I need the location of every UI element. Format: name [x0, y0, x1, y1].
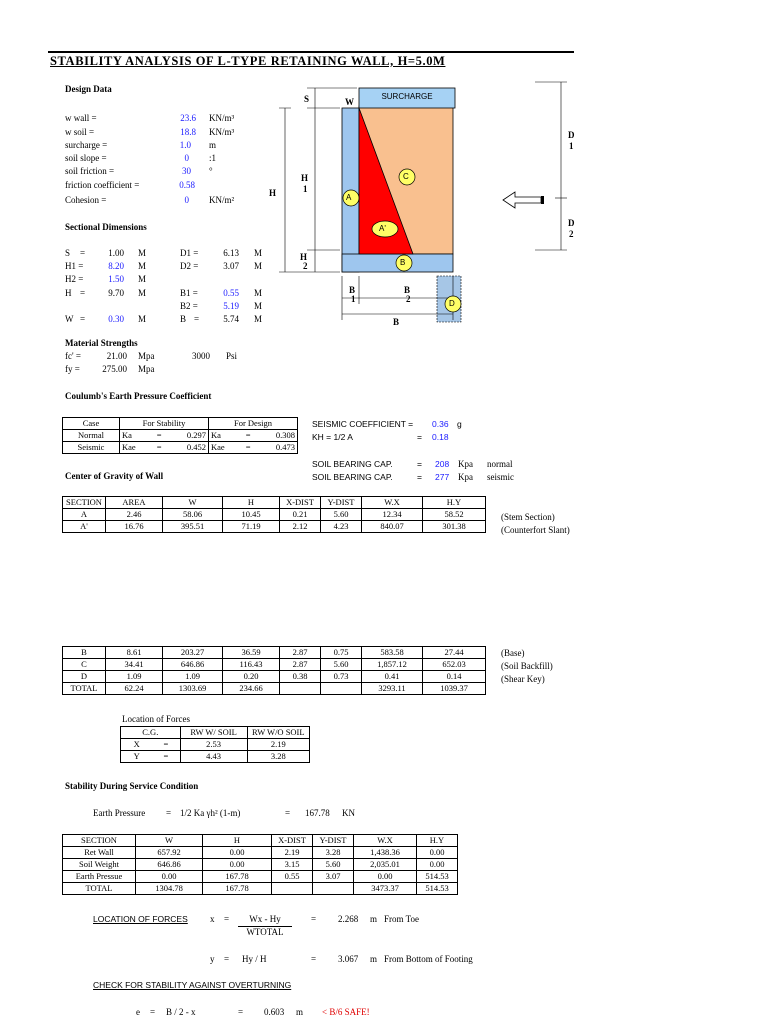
table-row [63, 871, 458, 883]
diagram-label-b1: B [349, 285, 356, 295]
cell: 3.07 [313, 871, 354, 883]
dim-unit: M [138, 248, 147, 258]
dim-label: W [65, 314, 74, 324]
cell: 4.23 [321, 521, 362, 533]
cell: = [152, 751, 180, 763]
diagram-label-h: H [269, 188, 277, 198]
fy-value: 275.00 [102, 364, 127, 374]
dim-unit: M [254, 288, 263, 298]
cell: 167.78 [203, 871, 272, 883]
surcharge-label: SURCHARGE [381, 92, 433, 101]
cell: 0.73 [321, 671, 362, 683]
forces-x-note: From Toe [384, 914, 419, 924]
cell: 2.87 [280, 647, 321, 659]
header-cell: C.G. [121, 727, 181, 739]
cell: = [240, 442, 255, 454]
cell: 3.28 [313, 847, 354, 859]
fy-label: fy = [65, 364, 80, 374]
cell: 16.76 [106, 521, 163, 533]
fc-value: 21.00 [106, 351, 127, 361]
cell: 0.00 [354, 871, 417, 883]
overturning-eq: = [150, 1007, 156, 1017]
dim-value: 1.00 [108, 248, 124, 258]
forces-denominator: WTOTAL [246, 927, 284, 937]
design-value: 0 [184, 195, 189, 205]
cell: 4.43 [180, 751, 247, 763]
table-total-row [63, 683, 486, 695]
cell: 167.78 [203, 883, 272, 895]
cell: 657.92 [136, 847, 203, 859]
circle-label-b: B [400, 258, 406, 267]
row-note: (Base) [501, 648, 525, 658]
cell: 395.51 [163, 521, 223, 533]
bearing-normal-eq: = [417, 459, 422, 469]
diagram-label-d1: D [568, 130, 575, 140]
table-header-row [121, 727, 310, 739]
overturning-unit: m [296, 1007, 304, 1017]
cell: 0.308 [256, 430, 298, 442]
cell: B [63, 647, 106, 659]
overturning-value: 0.603 [264, 1007, 285, 1017]
cell: 58.06 [163, 509, 223, 521]
design-value: 0 [184, 153, 189, 163]
forces-y-formula: Hy / H [242, 954, 267, 964]
bearing-seismic-label: SOIL BEARING CAP. [312, 472, 393, 482]
forces-y-note: From Bottom of Footing [384, 954, 473, 964]
ep-label: Earth Pressure [93, 808, 146, 818]
circle-label-aprime: A' [379, 224, 386, 233]
earth-pressure-arrow [503, 192, 541, 208]
table-row [63, 509, 486, 521]
dim-unit: M [254, 261, 263, 271]
bearing-seismic-value: 277 [435, 472, 450, 482]
forces-x-value: 2.268 [338, 914, 359, 924]
cell: 2,035.01 [354, 859, 417, 871]
dim-value: 1.50 [108, 274, 124, 284]
table-header-row [63, 418, 298, 430]
cell: 5.60 [313, 859, 354, 871]
cell: Seismic [63, 442, 120, 454]
cell: 2.53 [180, 739, 247, 751]
cell: = [151, 430, 166, 442]
dim-value: 0.30 [108, 314, 124, 324]
cell: 71.19 [223, 521, 280, 533]
cell: 0.297 [167, 430, 209, 442]
diagram-label-s: S [304, 94, 310, 104]
header-cell: H.Y [417, 835, 458, 847]
cell: Earth Pressue [63, 871, 136, 883]
seismic-coef-label: SEISMIC COEFFICIENT = [312, 419, 414, 429]
psi-unit: Psi [226, 351, 238, 361]
forces-numerator: Wx - Hy [249, 914, 281, 924]
design-value: 0.58 [179, 180, 195, 190]
forces-x: x [210, 914, 215, 924]
cell: Ka [120, 430, 152, 442]
cell: 0.00 [136, 871, 203, 883]
diagram-label-h2-sub: 2 [303, 261, 308, 271]
header-cell: AREA [106, 497, 163, 509]
cell: 34.41 [106, 659, 163, 671]
design-label: soil slope = [65, 153, 107, 163]
header-cell: H [223, 497, 280, 509]
overturning-result: < B/6 SAFE! [322, 1007, 370, 1017]
design-label: soil friction = [65, 166, 115, 176]
design-unit: ° [209, 166, 213, 176]
fc-unit: Mpa [138, 351, 155, 361]
bearing-normal-note: normal [487, 459, 513, 469]
row-note: (Soil Backfill) [501, 661, 553, 671]
cell: TOTAL [63, 883, 136, 895]
design-unit: m [209, 140, 217, 150]
cell: 1,857.12 [362, 659, 423, 671]
dim-value: 5.74 [223, 314, 239, 324]
dim-unit: M [138, 288, 147, 298]
diagram-label-d2-sub: 2 [569, 229, 574, 239]
fc-label: fc' = [65, 351, 81, 361]
cell: 1304.78 [136, 883, 203, 895]
seismic-coef-unit: g [457, 419, 462, 429]
forces-heading: LOCATION OF FORCES [93, 914, 188, 924]
cell: A' [63, 521, 106, 533]
diagram-label-h2: H [300, 252, 308, 262]
cell: 3473.37 [354, 883, 417, 895]
table-row [63, 847, 458, 859]
cell: 8.61 [106, 647, 163, 659]
cell: 514.53 [417, 871, 458, 883]
diagram-label-d1-sub: 1 [569, 141, 574, 151]
cell: Ret Wall [63, 847, 136, 859]
dim-value: 5.19 [223, 301, 239, 311]
design-unit: KN/m³ [209, 113, 235, 123]
cell: 203.27 [163, 647, 223, 659]
cell: 0.38 [280, 671, 321, 683]
table-row [63, 659, 486, 671]
cell: C [63, 659, 106, 671]
kh-eq: = [417, 432, 422, 442]
ep-eq2: = [285, 808, 291, 818]
cell: 1,438.36 [354, 847, 417, 859]
bearing-normal-unit: Kpa [458, 459, 473, 469]
dim-value: 3.07 [223, 261, 239, 271]
dim-value: 6.13 [223, 248, 239, 258]
dim-eq: = [80, 314, 86, 324]
service-heading: Stability During Service Condition [65, 781, 199, 791]
bearing-seismic-unit: Kpa [458, 472, 473, 482]
circle-label-c: C [403, 172, 409, 181]
diagram-label-b2: B [404, 285, 411, 295]
kh-value: 0.18 [432, 432, 449, 442]
cell: 12.34 [362, 509, 423, 521]
cell: 2.87 [280, 659, 321, 671]
cell: 3.28 [247, 751, 309, 763]
cell: Soil Weight [63, 859, 136, 871]
header-cell: W.X [362, 497, 423, 509]
design-label: friction coefficient = [65, 180, 140, 190]
design-label: w soil = [65, 127, 95, 137]
kh-label: KH = 1/2 A [312, 432, 353, 442]
circle-label-d: D [449, 299, 455, 308]
overturning-e: e [136, 1007, 140, 1017]
forces-y: y [210, 954, 215, 964]
diagram-label-b2-sub: 2 [406, 294, 411, 304]
cell: 0.14 [423, 671, 486, 683]
cell: 2.46 [106, 509, 163, 521]
table-row [121, 739, 310, 751]
diagram-label-h1: H [301, 173, 309, 183]
forces-x-unit: m [370, 914, 378, 924]
header-cell: Y-DIST [321, 497, 362, 509]
cell: = [240, 430, 255, 442]
cell: 5.60 [321, 509, 362, 521]
diagram-label-h1-sub: 1 [303, 184, 308, 194]
design-label: Cohesion = [65, 195, 107, 205]
cell: 583.58 [362, 647, 423, 659]
cell: Ka [208, 430, 240, 442]
cell: 58.52 [423, 509, 486, 521]
diagram-label-b1-sub: 1 [351, 294, 356, 304]
overturning-heading: CHECK FOR STABILITY AGAINST OVERTURNING [93, 980, 292, 990]
cell: 27.44 [423, 647, 486, 659]
dim-label: D2 = [180, 261, 199, 271]
forces-y-unit: m [370, 954, 378, 964]
cell: 1039.37 [423, 683, 486, 695]
diagram-label-d2: D [568, 218, 575, 228]
header-cell: H [203, 835, 272, 847]
header-cell: SECTION [63, 835, 136, 847]
cell: 1.09 [106, 671, 163, 683]
cell: A [63, 509, 106, 521]
ep-value: 167.78 [305, 808, 330, 818]
cell: 2.19 [247, 739, 309, 751]
table-total-row [63, 883, 458, 895]
circle-label-a: A [346, 193, 352, 202]
design-value: 30 [182, 166, 191, 176]
dim-value: 9.70 [108, 288, 124, 298]
coulomb-table [62, 417, 298, 454]
header-cell: X-DIST [280, 497, 321, 509]
overturning-eq2: = [238, 1007, 244, 1017]
dim-eq: = [80, 288, 86, 298]
cell: 0.473 [256, 442, 298, 454]
dim-label: H [65, 288, 72, 298]
dim-label: B1 = [180, 288, 198, 298]
forces-eq: = [224, 914, 230, 924]
design-value: 18.8 [180, 127, 196, 137]
forces-y-eq: = [224, 954, 230, 964]
design-unit: KN/m³ [209, 127, 235, 137]
location-table [120, 726, 310, 763]
header-cell: W [136, 835, 203, 847]
dim-unit: M [254, 314, 263, 324]
header-cell: SECTION [63, 497, 106, 509]
cell: 0.00 [417, 859, 458, 871]
table-header-row [63, 835, 458, 847]
seismic-coef-value: 0.36 [432, 419, 449, 429]
ep-unit: KN [342, 808, 355, 818]
row-note: (Counterfort Slant) [501, 525, 570, 535]
cell: 1.09 [163, 671, 223, 683]
dim-label: B2 = [180, 301, 198, 311]
dim-unit: M [254, 248, 263, 258]
forces-y-eq2: = [311, 954, 317, 964]
cell: Kae [208, 442, 240, 454]
cell: D [63, 671, 106, 683]
dim-label: D1 = [180, 248, 199, 258]
dim-unit: M [138, 261, 147, 271]
cell: 0.75 [321, 647, 362, 659]
table-row [63, 859, 458, 871]
header-cell: For Design [208, 418, 297, 430]
header-cell: H.Y [423, 497, 486, 509]
header-cell: Y-DIST [313, 835, 354, 847]
cell: 0.00 [203, 859, 272, 871]
table-row [63, 671, 486, 683]
cell: 646.86 [163, 659, 223, 671]
forces-y-value: 3.067 [338, 954, 359, 964]
dim-unit: M [254, 301, 263, 311]
service-table [62, 834, 458, 895]
table-row [63, 430, 298, 442]
cell: 652.03 [423, 659, 486, 671]
cell [280, 683, 321, 695]
table-row [63, 647, 486, 659]
table-row [63, 442, 298, 454]
header-cell: W.X [354, 835, 417, 847]
diagram-label-b: B [393, 317, 400, 327]
header-cell: X-DIST [272, 835, 313, 847]
dim-label: S [65, 248, 71, 258]
cg-table-bottom [62, 646, 486, 695]
dim-eq: = [194, 314, 200, 324]
cell [272, 883, 313, 895]
design-label: surcharge = [65, 140, 108, 150]
cell: Normal [63, 430, 120, 442]
cell: 3293.11 [362, 683, 423, 695]
design-data-heading: Design Data [65, 84, 112, 94]
cell: 62.24 [106, 683, 163, 695]
cell: TOTAL [63, 683, 106, 695]
dim-eq: = [80, 248, 86, 258]
cell [313, 883, 354, 895]
cg-table-top [62, 496, 486, 533]
design-unit: KN/m² [209, 195, 235, 205]
cell: 2.12 [280, 521, 321, 533]
cell: 116.43 [223, 659, 280, 671]
ep-formula: 1/2 Ka γh² (1-m) [180, 808, 241, 818]
cell: 3.15 [272, 859, 313, 871]
cell: 0.00 [417, 847, 458, 859]
cg-heading: Center of Gravity of Wall [65, 471, 164, 481]
table-row [63, 521, 486, 533]
design-value: 1.0 [179, 140, 191, 150]
dim-unit: M [138, 314, 147, 324]
cell: 514.53 [417, 883, 458, 895]
header-cell: RW W/O SOIL [247, 727, 309, 739]
design-unit: :1 [209, 153, 217, 163]
dim-label: H1 = [65, 261, 84, 271]
cell: 0.21 [280, 509, 321, 521]
dim-value: 0.55 [223, 288, 239, 298]
bearing-normal-value: 208 [435, 459, 450, 469]
bearing-normal-label: SOIL BEARING CAP. [312, 459, 393, 469]
fy-unit: Mpa [138, 364, 155, 374]
page-title: STABILITY ANALYSIS OF L-TYPE RETAINING WALL, H=5.0M [50, 54, 446, 68]
cell: 0.55 [272, 871, 313, 883]
header-cell: W [163, 497, 223, 509]
cell: 301.38 [423, 521, 486, 533]
cell: = [152, 739, 180, 751]
bearing-seismic-note: seismic [487, 472, 514, 482]
forces-eq2: = [311, 914, 317, 924]
diagram-label-w: W [345, 97, 354, 107]
title-rule [48, 51, 574, 53]
dim-unit: M [138, 274, 147, 284]
cell: Kae [120, 442, 152, 454]
row-note: (Stem Section) [501, 512, 555, 522]
header-cell: RW W/ SOIL [180, 727, 247, 739]
cell: X [121, 739, 153, 751]
cell [321, 683, 362, 695]
cell: 1303.69 [163, 683, 223, 695]
design-label: w wall = [65, 113, 97, 123]
dim-label: H2 = [65, 274, 84, 284]
table-header-row [63, 497, 486, 509]
coulomb-heading: Coulumb's Earth Pressure Coefficient [65, 391, 212, 401]
header-cell: For Stability [120, 418, 209, 430]
design-value: 23.6 [180, 113, 196, 123]
cell: 234.66 [223, 683, 280, 695]
cell: = [151, 442, 166, 454]
cell: 646.86 [136, 859, 203, 871]
cell: 2.19 [272, 847, 313, 859]
ep-eq: = [166, 808, 172, 818]
retaining-wall-diagram [265, 80, 585, 330]
overturning-formula: B / 2 - x [166, 1007, 196, 1017]
cell: 36.59 [223, 647, 280, 659]
cell: 0.452 [167, 442, 209, 454]
cell: 10.45 [223, 509, 280, 521]
cell: 0.00 [203, 847, 272, 859]
cell: 5.60 [321, 659, 362, 671]
arrow-tail [541, 196, 544, 204]
header-cell: Case [63, 418, 120, 430]
cell: 840.07 [362, 521, 423, 533]
dim-label: B [180, 314, 187, 324]
bearing-seismic-eq: = [417, 472, 422, 482]
psi-value: 3000 [192, 351, 210, 361]
material-heading: Material Strengths [65, 338, 138, 348]
row-note: (Shear Key) [501, 674, 545, 684]
cell: Y [121, 751, 153, 763]
cell: 0.41 [362, 671, 423, 683]
table-row [121, 751, 310, 763]
cell: 0.20 [223, 671, 280, 683]
location-heading: Location of Forces [122, 714, 190, 724]
dim-value: 8.20 [108, 261, 124, 271]
sectional-heading: Sectional Dimensions [65, 222, 147, 232]
wall-diagram-svg [265, 80, 585, 330]
